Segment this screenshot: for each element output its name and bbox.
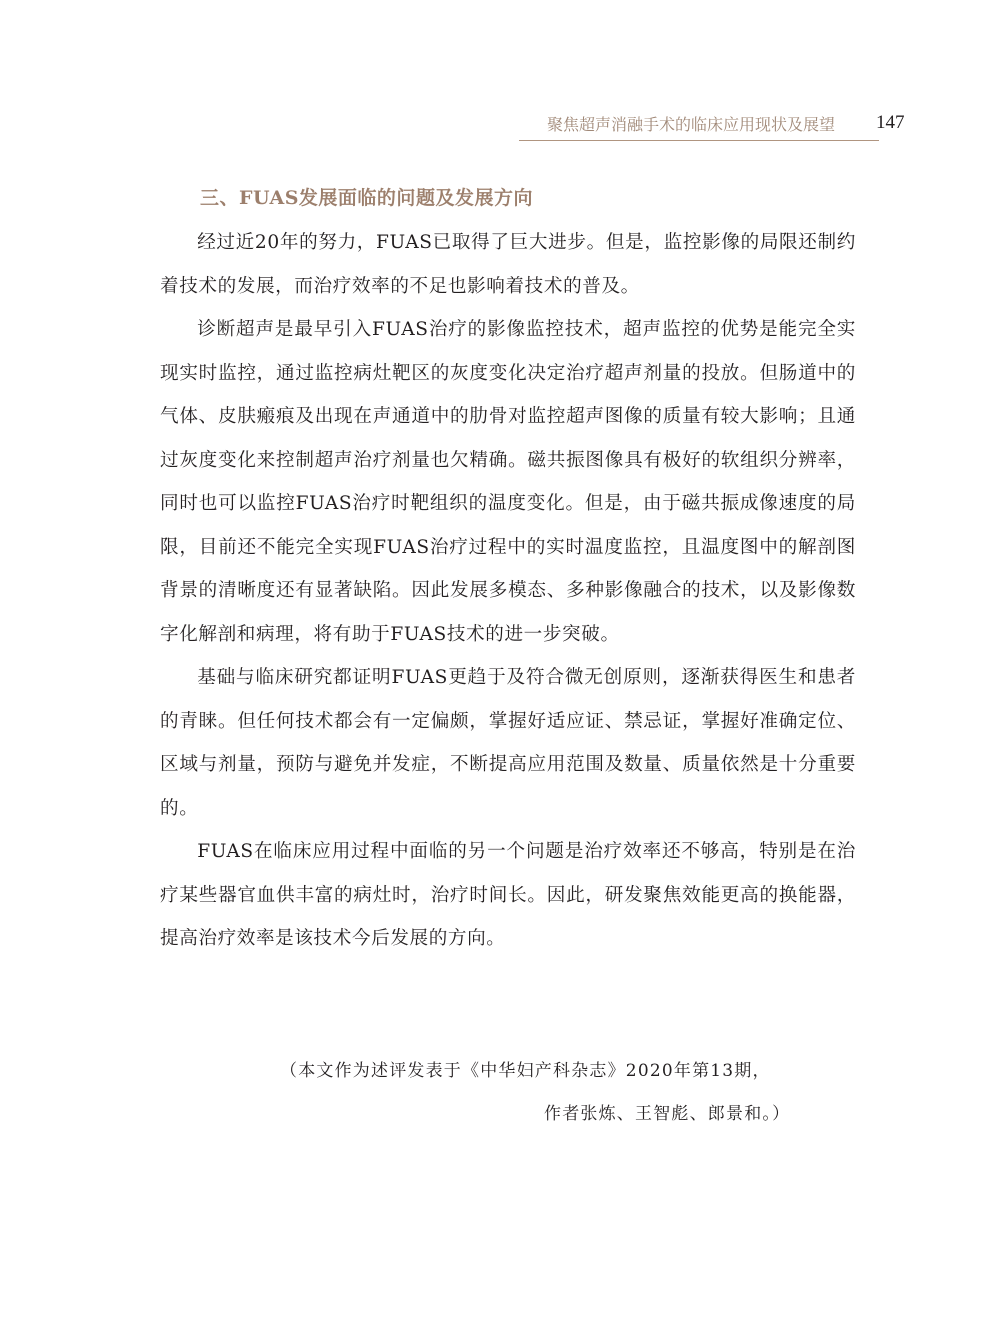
- citation-line-1: （本文作为述评发表于《中华妇产科杂志》2020年第13期，: [280, 1061, 771, 1081]
- paragraph-1: 经过近20年的努力，FUAS已取得了巨大进步。但是，监控影像的局限还制约着技术的发展，而治疗效率的不足也影响着技术的普及。: [160, 232, 856, 297]
- citation-line-2: 作者张炼、王智彪、郎景和。）: [544, 1104, 791, 1124]
- paragraph-2: 诊断超声是最早引入FUAS治疗的影像监控技术，超声监控的优势是能完全实现实时监控，通过监控病灶靶区的灰度变化决定治疗超声剂量的投放。但肠道中的气体、皮肤瘢痕及出现在声通道中的肋骨对监控超声图像的质量有较大影响；且通过灰度变化来控制超声治疗剂量也欠精确。磁共振图像具有极好的软组织分辨率，同时也可以监控FUAS治疗时靶组织的温度变化。但是，由于磁共振成像速度的局限，目前还不能完全实现FUAS治疗过程中的实时温度监控，且温度图中的解剖图背景的清晰度还有显著缺陷。因此发展多模态、多种影像融合的技术，以及影像数字化解剖和病理，将有助于FUAS技术的进一步突破。: [160, 319, 856, 645]
- paragraph-3: 基础与临床研究都证明FUAS更趋于及符合微无创原则，逐渐获得医生和患者的青睐。但任何技术都会有一定偏颇，掌握好适应证、禁忌证，掌握好准确定位、区域与剂量，预防与避免并发症，不断提高应用范围及数量、质量依然是十分重要的。: [160, 667, 856, 819]
- running-header: [519, 110, 879, 141]
- citation-note: [280, 1050, 840, 1136]
- page-number: 147: [876, 112, 905, 133]
- paragraph-4: FUAS在临床应用过程中面临的另一个问题是治疗效率还不够高，特别是在治疗某些器官血供丰富的病灶时，治疗时间长。因此，研发聚焦效能更高的换能器，提高治疗效率是该技术今后发展的方向。: [160, 841, 856, 949]
- running-title: 聚焦超声消融手术的临床应用现状及展望: [546, 115, 835, 134]
- body-text: [160, 221, 856, 961]
- section-heading: 三、FUAS发展面临的问题及发展方向: [200, 187, 533, 209]
